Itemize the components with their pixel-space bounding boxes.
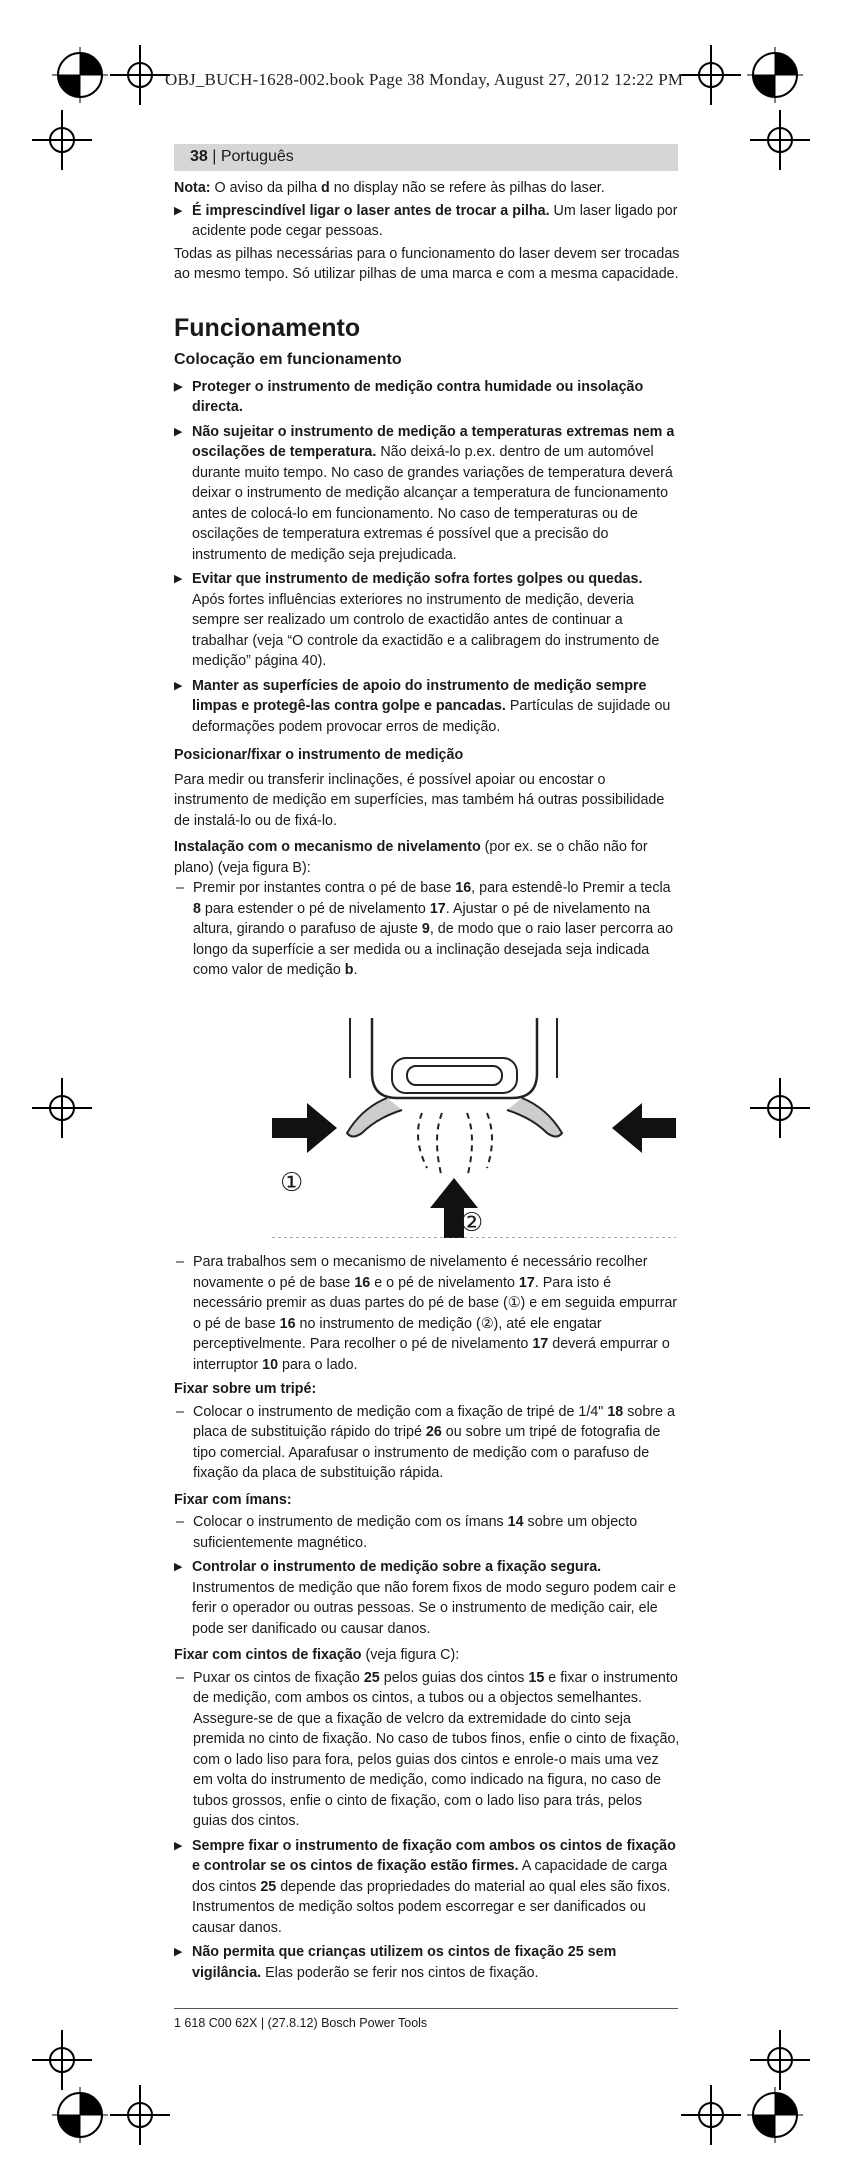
bullet-surfaces: ▶ Manter as superfícies de apoio do instrumento de medição sempre limpas e protegê-las contra golpe e pancadas. Partículas de sujidade ou deformações podem provocar erros de medição. bbox=[174, 676, 680, 738]
positioning-title: Posicionar/fixar o instrumento de medição bbox=[174, 747, 464, 763]
note-paragraph: Nota: O aviso da pilha d no display não se refere às pilhas do laser. bbox=[174, 180, 605, 196]
registration-mark-left-lower bbox=[32, 2030, 92, 2090]
tripod-title: Fixar sobre um tripé: bbox=[174, 1381, 317, 1397]
registration-mark-left-upper bbox=[32, 110, 92, 170]
magnets-title: Fixar com ímans: bbox=[174, 1491, 292, 1508]
registration-mark-bottom-right bbox=[745, 2085, 805, 2145]
footer-rule bbox=[174, 2008, 678, 2009]
registration-mark-right-lower bbox=[750, 2030, 810, 2090]
registration-mark-top-left-cross bbox=[110, 45, 170, 105]
header-separator: | bbox=[212, 148, 221, 165]
page-number: 38 bbox=[190, 148, 208, 165]
batteries-paragraph: Todas as pilhas necessárias para o funcionamento do laser devem ser trocadas ao mesmo tempo. Só utilizar pilhas de uma marca e com a mesma capacidade. bbox=[174, 245, 680, 282]
lower-content bbox=[174, 1252, 680, 1983]
straps-step: – Puxar os cintos de fixação 25 pelos guias dos cintos 15 e fixar o instrumento de medição, com ambos os cintos, a tubos ou a objectos semelhantes. Assegure-se de que a fixação de velcro da extremidade do cinto seja premida no cinto de fixação. No caso de tubos finos, enfie o cinto de fixação, com o lado liso para fora, pelos guias dos cintos e enrole-o mais uma vez em volta do instrumento de medição, como indicado na figura, no caso de tubos grossos, enfie o cinto de fixação, com o lado liso para trás, pelos guias dos cintos. bbox=[174, 1668, 680, 1832]
magnets-warning: ▶ Controlar o instrumento de medição sobre a fixação segura. Instrumentos de medição que não forem fixos de modo seguro podem cair e ferir o operador ou outras pessoas. Se o instrumento de medição cair, ele pode ser danificado ou causar danos. bbox=[174, 1557, 680, 1639]
figure-leveling-foot bbox=[272, 1018, 676, 1238]
registration-mark-right-upper bbox=[750, 110, 810, 170]
leveling-intro: Instalação com o mecanismo de nivelamento (por ex. se o chão não for plano) (veja figura B): bbox=[174, 839, 648, 876]
warning-paragraph: ▶ É imprescindível ligar o laser antes de trocar a pilha. Um laser ligado por acidente pode cegar pessoas. bbox=[174, 201, 680, 242]
registration-mark-top-right-cross bbox=[681, 45, 741, 105]
bullet-humidity: ▶ Proteger o instrumento de medição contra humidade ou insolação directa. bbox=[174, 377, 680, 418]
registration-mark-left-middle bbox=[32, 1078, 92, 1138]
retract-step: – Para trabalhos sem o mecanismo de nivelamento é necessário recolher novamente o pé de base 16 e o pé de nivelamento 17. Para isto é necessário premir as duas partes do pé de base (①) e em seguida empurrar o pé de base 16 no instrumento de medição (②), até ele engatar perceptivelmente. Para recolher o pé de nivelamento 17 deverá empurrar o interruptor 10 para o lado. bbox=[174, 1252, 680, 1375]
magnets-step: – Colocar o instrumento de medição com os ímans 14 sobre um objecto suficientemente magnético. bbox=[174, 1512, 680, 1553]
registration-mark-bottom-right-cross bbox=[681, 2085, 741, 2145]
upper-content bbox=[174, 178, 680, 981]
straps-title: Fixar com cintos de fixação (veja figura C): bbox=[174, 1647, 460, 1663]
footer: 1 618 C00 62X | (27.8.12) Bosch Power Tools bbox=[174, 2016, 428, 2030]
leveling-step: – Premir por instantes contra o pé de base 16, para estendê-lo Premir a tecla 8 para estender o pé de nivelamento 17. Ajustar o pé de nivelamento na altura, girando o parafuso de ajuste 9, de modo que o raio laser percorra ao longo da superfície a ser medida ou a inclinação desejada seja indicada como valor de medição b. bbox=[174, 878, 680, 981]
positioning-text: Para medir ou transferir inclinações, é possível apoiar ou encostar o instrumento de medição em superfícies, mas também há outras possibilidade de instalá-lo ou de fixá-lo. bbox=[174, 771, 665, 829]
bullet-shocks: ▶ Evitar que instrumento de medição sofra fortes golpes ou quedas. Após fortes influências exteriores no instrumento de medição, deveria sempre ser realizado um controlo de exactidão antes de continuar a trabalhar (veja “O controle da exactidão e a calibragem do instrumento de medição” página 40). bbox=[174, 569, 680, 672]
registration-mark-top-right bbox=[745, 45, 805, 105]
straps-warning-2: ▶ Não permita que crianças utilizem os cintos de fixação 25 sem vigilância. Elas poderão se ferir nos cintos de fixação. bbox=[174, 1942, 680, 1983]
page-language: Português bbox=[220, 148, 294, 165]
registration-mark-bottom-left-cross bbox=[110, 2085, 170, 2145]
registration-mark-bottom-left bbox=[50, 2085, 110, 2145]
tripod-step: – Colocar o instrumento de medição com a fixação de tripé de 1/4" 18 sobre a placa de substituição rápido do tripé 26 ou sobre um tripé de fotografia de tipo comercial. Aparafusar o instrumento de medição com o parafuso de fixação da placa de substituição rápida. bbox=[174, 1402, 680, 1484]
straps-warning-1: ▶ Sempre fixar o instrumento de fixação com ambos os cintos de fixação e controlar se os cintos de fixação estão firmes. A capacidade de carga dos cintos 25 depende das propriedades do material ao qual eles são fixos. Instrumentos de medição soltos podem escorregar e ser danificados ou causar danos. bbox=[174, 1836, 680, 1939]
registration-mark-top-left bbox=[50, 45, 110, 105]
print-header: OBJ_BUCH-1628-002.book Page 38 Monday, August 27, 2012 12:22 PM bbox=[165, 70, 684, 89]
registration-mark-right-middle bbox=[750, 1078, 810, 1138]
figure-label-1: ① bbox=[280, 1168, 304, 1198]
page-header bbox=[190, 148, 294, 166]
subsection-title: Colocação em funcionamento bbox=[174, 350, 402, 368]
figure-label-2: ② bbox=[460, 1208, 484, 1238]
bullet-temperature: ▶ Não sujeitar o instrumento de medição a temperaturas extremas nem a oscilações de temperatura. Não deixá-lo p.ex. dentro de um automóvel durante muito tempo. No caso de grandes variações de temperatura deverá deixar o instrumento de medição alcançar a temperatura de funcionamento antes de colocá-lo em funcionamento. No caso de temperaturas ou de oscilações de temperatura extremas é possível que a precisão do instrumento de medição seja prejudicada. bbox=[174, 422, 680, 566]
section-title: Funcionamento bbox=[174, 313, 361, 342]
